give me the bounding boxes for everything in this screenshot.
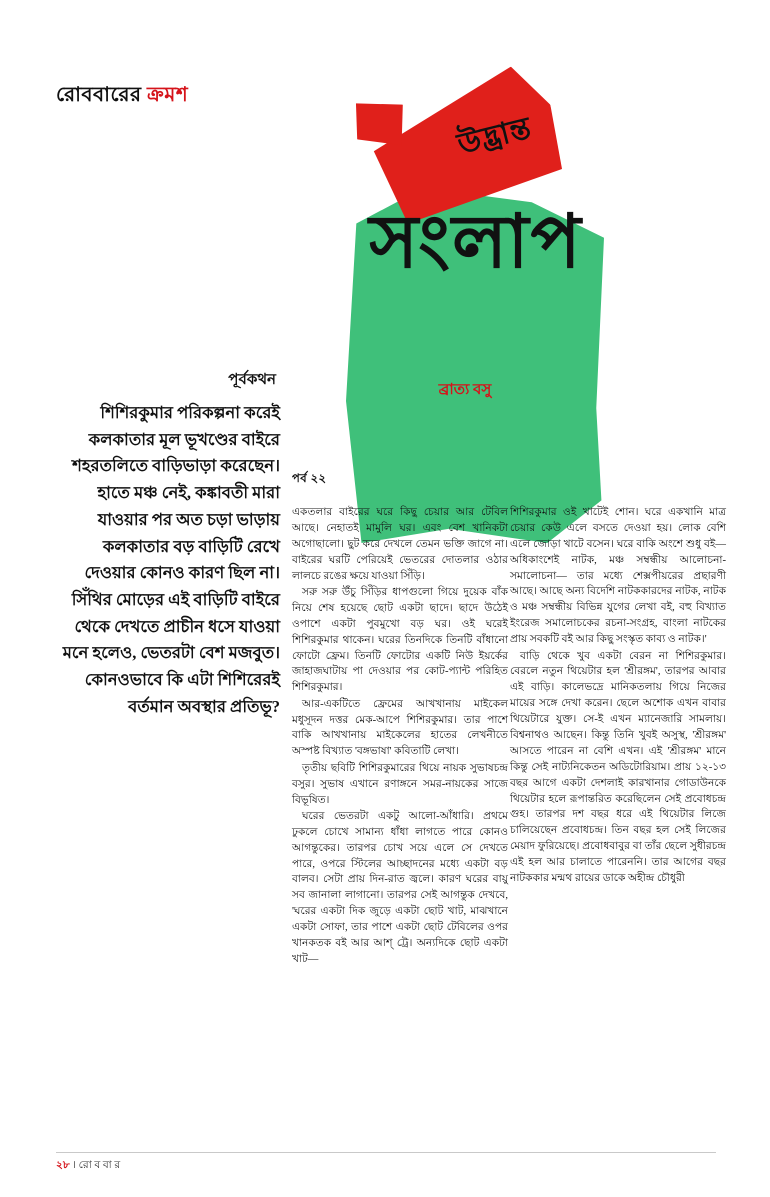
story-author: ব্রাত্য বসু [438, 382, 492, 398]
preface-label: পূর্বকথন [228, 372, 276, 388]
footer-separator: । [72, 1160, 77, 1171]
paragraph: তৃতীয় ছবিটি শিশিরকুমারের থিয়ে নায়ক সুভাষচন্দ্র বসুর। সুভাষ এখানে রণাঙ্গনে সমর-নায়কের সাজে বিভূষিত। [292, 762, 508, 806]
body-column-middle [292, 505, 508, 968]
masthead [56, 80, 188, 113]
paragraph: ঘরের ভেতরটা একটু আলো-আঁধারি। প্রথমে ঢুকলে চোখে সামান্য ধাঁধা লাগতে পারে কোনও আগন্তুকের। তারপর চোখ সয়ে এলে সে দেখতে পারে, ওপরে স্টিলের আচ্ছাদনের মধ্যে একটা বড় বালব। সেটা প্রায় দিন-রাত জ্বলে। কারণ ঘরের বায়ু সব জানালা লাগানো। তারপর সেই আগন্তুক দেখবে, 'ঘরের একটা দিক জুড়ে একটা ছোট খাট, মাঝখানে একটা সোফা, তার পাশে একটা ছোট টেবিলের ওপর খানকতক বই আর আশ্ ট্রে। অন্যদিকে ছোট একটা খাট— [292, 810, 508, 965]
body-column-right [510, 505, 726, 887]
page-number: ২৮ [56, 1160, 70, 1171]
paragraph: সরু সরু উঁচু সিঁড়ির ধাপগুলো গিয়ে দুয়েক বাঁক নিয়ে শেষ হয়েছে ছোট একটা ছাদে। ছাদে উঠেই ওপাশে একটা পুবমুখো বড় ঘর। ওই ঘরেই শিশিরকুমার থাকেন। ঘরের তিনদিকে তিনটি বাঁধানো ফোটো ফ্রেম। তিনটি ফোটোর একটি নিউ ইয়র্কের জাহাজঘাটায় পা দেওয়ার পর কোট-প্যান্ট পরিহিত শিশিরকুমার। [292, 586, 508, 694]
paragraph: বাড়ি থেকে খুব একটা বেরন না শিশিরকুমার। বেরলে নতুন থিয়েটার হল 'শ্রীরঙ্গম', তারপর আবার এই বাড়ি। কালেভদ্রে মানিকতলায় গিয়ে নিজের মায়ের সঙ্গে দেখা করেন। ছেলে অশোক এখন বাবার থিয়েটারে যুক্ত। সে-ই এখন ম্যানেজারি সামলায়। বিশ্বনাথও আছেন। কিন্তু তিনি খুবই অসুস্থ, 'শ্রীরঙ্গম' আসতে পারেন না বেশি এখন। এই 'শ্রীরঙ্গম' মানে কিন্তু সেই নাট্যনিকেতন অডিটোরিয়াম। প্রায় ১২-১৩ বছর আগে একটা দেশলাই কারখানার গোডাউনকে থিয়েটার হলে রূপান্তরিত করেছিলেন সেই প্রবোধচন্দ্র গুহ। তারপর দশ বছর ধরে এই থিয়েটার লিজে চালিয়েছেন প্রবোধচন্দ্র। তিন বছর হল সেই লিজের মেয়াদ ফুরিয়েছে। প্রবোধবাবুর বা তাঁর ছেলে সুধীরচন্দ্র এই হল আর চালাতে পারেননি। তার আগের বছর নাটককার মন্মথ রায়ের ডাকে অহীন্দ্র চৌধুরী [510, 650, 726, 884]
publication-name: রো ব বা র [78, 1160, 121, 1171]
preface-text: শিশিরকুমার পরিকল্পনা করেই কলকাতার মূল ভূখণ্ডের বাইরে শহরতলিতে বাড়িভাড়া করেছেন। হাতে মঞ্চ নেই, কঙ্কাবতী মারা যাওয়ার পর অত চড়া ভাড়ায় কলকাতার বড় বাড়িটি রেখে দেওয়ার কোনও কারণ ছিল না। সিঁথির মোড়ের এই বাড়িটি বাইরে থেকে দেখতে প্রাচীন ধসে যাওয়া মনে হলেও, ভেতরটা বেশ মজবুত। কোনওভাবে কি এটা শিশিরেরই বর্তমান অবস্থার প্রতিভূ? [62, 403, 280, 716]
footer [56, 1158, 120, 1175]
masthead-word-a: রোববারের [56, 84, 148, 106]
story-title-line2: সংলাপ [369, 202, 583, 284]
paragraph: আর-একটিতে ফ্রেমের আখখানায় মাইকেল মধুসূদন দত্তর মেক-আপে শিশিরকুমার। তার পাশে বাকি আখখানায় মাইকেলের হাতের লেখনীতে অস্পষ্ট বিখ্যাত 'বঙ্গভাষা' কবিতাটি লেখা। [292, 698, 508, 758]
paragraph: একতলার বাইরের ঘরে কিছু চেয়ার আর টেবিল আছে। নেহাতই মামুলি ঘর। এবং বেশ খানিকটা অগোছালো। ছুট করে দেখলে তেমন ভক্তি জাগে না। বাইরের ঘরটি পেরিয়েই ভেতরের দোতলার ওঠার লালচে রঙের ক্ষয়ে যাওয়া সিঁড়ি। [292, 507, 508, 582]
story-title-line1: উদ্ভ্রান্ত [454, 111, 536, 162]
footer-divider [56, 1152, 716, 1153]
episode-label: পর্ব ২২ [292, 473, 327, 485]
paragraph: শিশিরকুমার ওই খাটেই শোন। ঘরে একখানি মাত্র চেয়ার কেউ এলে বসতে দেওয়া হয়। লোক বেশি এলে জোড়া খাটে বসেন। ঘরে বাকি অংশে শুধু বই— অধিকাংশেই নাটক, মঞ্চ সম্বন্ধীয় আলোচনা-সমালোচনা— তার মধ্যে শেক্সপীয়রের প্রছারণী আছে। আছে অন্য বিদেশি নাটককারদের নাটক, নাটক ও মঞ্চ সম্বন্ধীয় বিভিন্ন যুগের লেখা বই, বহু বিখ্যাত ইংরেজ সমালোচকের রচনা-সংগ্রহ, বাংলা নাটকের প্রায় সবকটি বই আর কিছু সংস্কৃত কাব্য ও নাটক।' [510, 507, 726, 646]
title-artwork [320, 78, 620, 458]
masthead-word-b: ক্রমশ [147, 84, 189, 106]
